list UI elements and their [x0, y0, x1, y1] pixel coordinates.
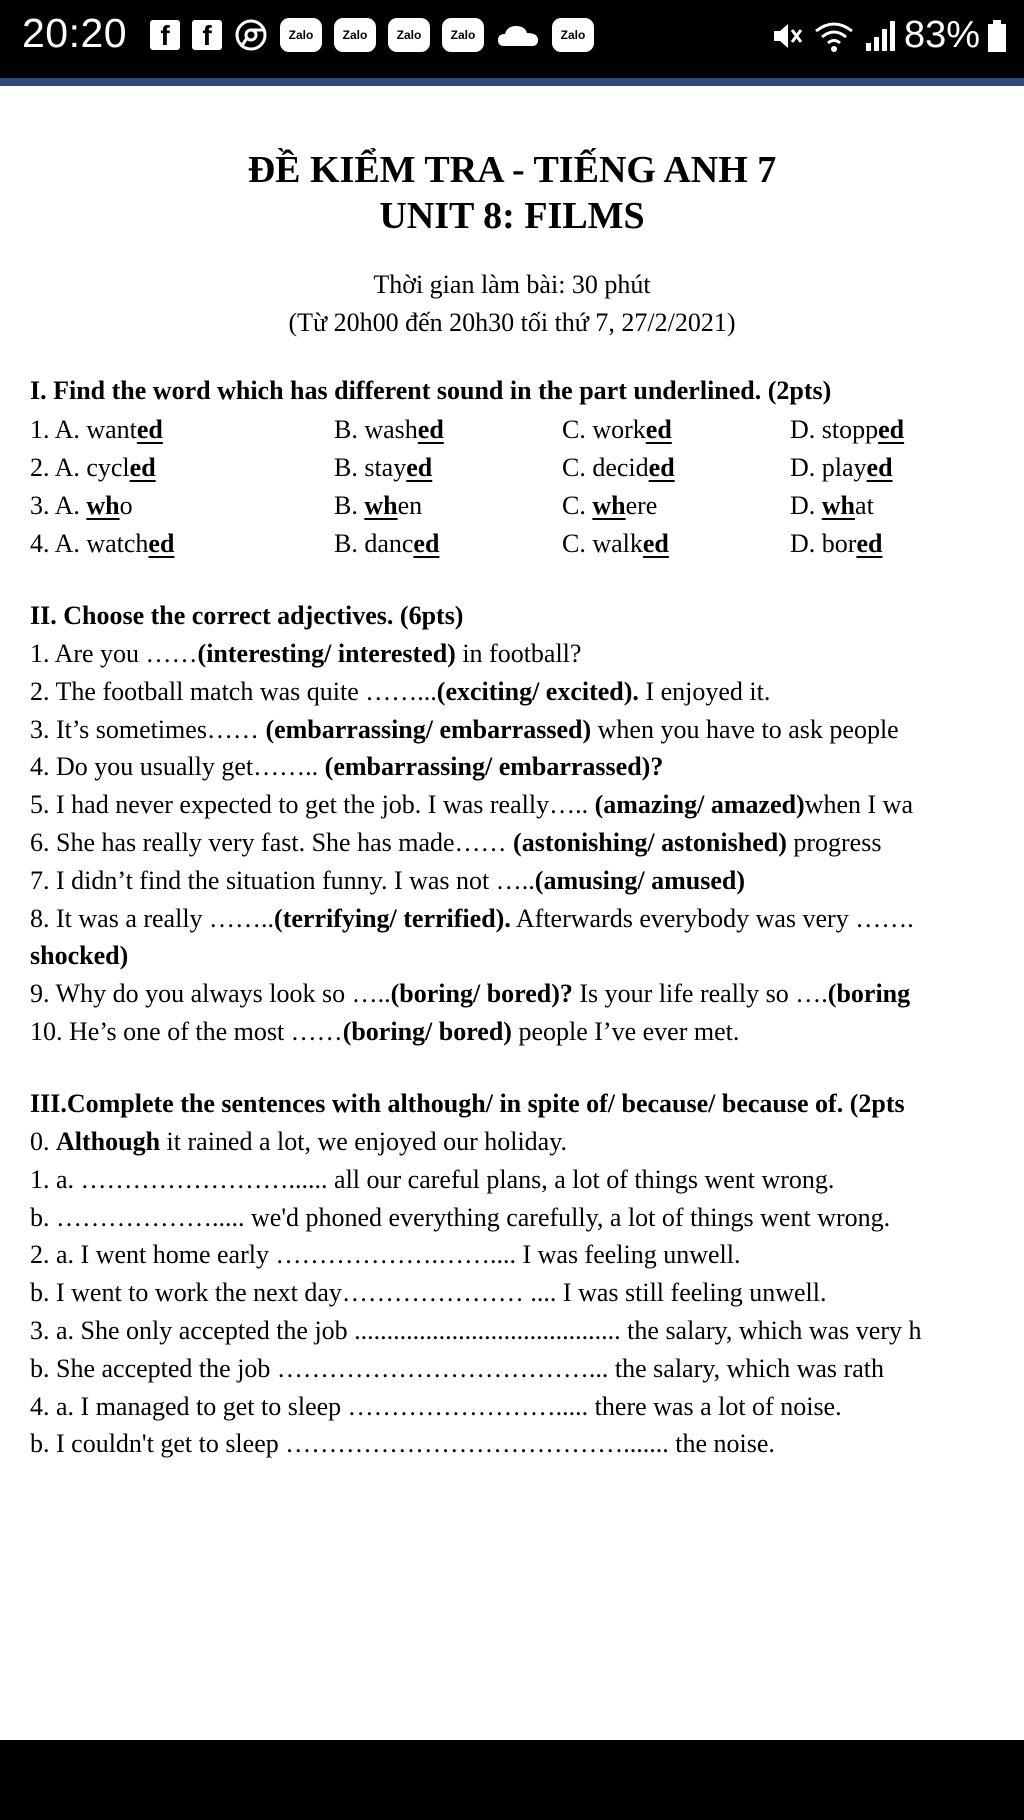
underlined-part: ed — [648, 453, 675, 482]
text-run: 1. a. ……………………...... all our careful plans, a lot of things went wrong. — [30, 1164, 835, 1194]
app-accent-bar — [0, 78, 1024, 86]
exercise-line — [30, 1161, 834, 1199]
answer-option — [790, 487, 874, 525]
question-row — [30, 487, 1010, 525]
bold-text: (amusing/ amused) — [534, 865, 745, 895]
text-run: 7. I didn’t find the situation funny. I was not ….. — [30, 865, 535, 895]
underlined-part: ed — [413, 529, 440, 558]
text-run: in football? — [455, 639, 582, 668]
text-run: when you have to ask people — [591, 714, 899, 744]
zalo-icon: Zalo — [388, 18, 430, 52]
clock: 20:20 — [22, 10, 128, 56]
text-run: Afterwards everybody was very ……. — [510, 903, 914, 933]
answer-option — [790, 525, 882, 563]
bold-text: Although — [56, 1127, 161, 1156]
section1-heading: I. Find the word which has different sound in the part underlined. (2pts) — [30, 376, 832, 405]
question-row — [30, 525, 1010, 563]
zalo-icon: Zalo — [442, 18, 484, 52]
option-text: D. — [790, 491, 822, 520]
date-info: (Từ 20h00 đến 20h30 tối thứ 7, 27/2/2021) — [288, 308, 736, 337]
underlined-part: ed — [642, 529, 669, 558]
facebook-icon: f — [192, 20, 222, 50]
text-run: progress — [786, 828, 882, 857]
chrome-icon — [234, 18, 268, 52]
text-run: 4. Do you usually get…….. — [30, 752, 325, 782]
underlined-part: ed — [129, 453, 156, 482]
exercise-line — [30, 975, 910, 1013]
exercise-line — [30, 1199, 890, 1237]
exercise-line — [30, 1312, 922, 1350]
underlined-part: wh — [86, 491, 120, 520]
answer-option — [334, 525, 439, 563]
exercise-line — [30, 824, 881, 862]
exercise-line — [30, 1274, 826, 1312]
facebook-icon: f — [150, 20, 180, 50]
exercise-line — [30, 711, 899, 749]
option-text: at — [855, 491, 874, 520]
battery-icon — [988, 20, 1006, 52]
bold-text: (embarrassing/ embarrassed)? — [324, 752, 664, 782]
notification-icons — [150, 18, 606, 52]
text-run: 9. Why do you always look so ….. — [30, 979, 391, 1009]
underlined-part: ed — [417, 415, 444, 444]
navigation-bar — [0, 1740, 1024, 1820]
text-run: 2. The football match was quite ……... — [30, 676, 437, 706]
question-row — [30, 411, 1010, 449]
text-run: when I wa — [804, 790, 913, 820]
option-text: 2. A. cycl — [30, 453, 130, 482]
text-run: 3. a. She only accepted the job ......................................... the salary, which was very h — [30, 1316, 922, 1345]
underlined-part: ed — [878, 415, 905, 444]
exercise-line — [30, 937, 128, 975]
text-run: Is your life really so …. — [572, 979, 828, 1009]
signal-icon — [864, 19, 896, 53]
bold-text: (astonishing/ astonished) — [513, 828, 787, 857]
option-text: en — [397, 491, 423, 520]
underlined-part: ed — [866, 453, 893, 482]
zalo-icon: Zalo — [552, 18, 594, 52]
underlined-part: wh — [821, 491, 856, 520]
option-text: ere — [625, 491, 658, 520]
option-text: B. wash — [334, 415, 418, 444]
option-text: C. decid — [562, 453, 649, 482]
zalo-icon: Zalo — [334, 18, 376, 52]
bold-text: (interesting/ interested) — [197, 639, 456, 668]
mute-icon — [770, 19, 804, 53]
battery-percent: 83% — [903, 14, 980, 56]
exercise-line — [30, 900, 914, 938]
title-line-1: ĐỀ KIỂM TRA - TIẾNG ANH 7 — [247, 149, 777, 191]
system-icons — [762, 14, 1006, 57]
answer-option — [30, 411, 163, 449]
text-run: b. I went to work the next day………………… .... I was still feeling unwell. — [30, 1278, 827, 1308]
exercise-line — [30, 786, 913, 824]
option-text: C. walk — [562, 529, 643, 558]
text-run: 8. It was a really …….. — [30, 903, 275, 933]
answer-option — [334, 487, 422, 525]
underlined-part: ed — [645, 415, 672, 444]
option-text: D. play — [790, 453, 867, 482]
exercise-line — [30, 1425, 775, 1463]
text-run: I enjoyed it. — [638, 676, 771, 706]
option-text: C. — [562, 491, 593, 520]
question-row — [30, 449, 1010, 487]
option-text: B. danc — [334, 529, 414, 558]
text-run: 0. — [30, 1127, 56, 1156]
option-text: 3. A. — [30, 491, 87, 520]
exercise-line — [30, 635, 581, 673]
underlined-part: ed — [148, 529, 175, 558]
exercise-line — [30, 1388, 842, 1426]
exercise-line — [30, 748, 663, 786]
section2-heading: II. Choose the correct adjectives. (6pts) — [30, 601, 464, 630]
text-run: 5. I had never expected to get the job. I was really….. — [30, 790, 595, 820]
underlined-part: ed — [136, 415, 163, 444]
text-run: 3. It’s sometimes…… — [30, 714, 266, 744]
exercise-line — [30, 1123, 567, 1161]
bold-text: (terrifying/ terrified). — [274, 903, 511, 933]
answer-option — [562, 525, 669, 563]
answer-option — [562, 411, 672, 449]
underlined-part: ed — [406, 453, 433, 482]
text-run: people I’ve ever met. — [511, 1017, 740, 1046]
answer-option — [30, 525, 174, 563]
option-text: B. stay — [334, 453, 407, 482]
answer-option — [790, 449, 893, 487]
underlined-part: wh — [592, 491, 626, 520]
cloud-icon — [496, 20, 540, 50]
wifi-icon — [812, 19, 856, 53]
text-run: b. She accepted the job ………………………………... the salary, which was rath — [30, 1353, 884, 1383]
bold-text: (boring/ bored) — [342, 1017, 512, 1046]
option-text: D. bor — [790, 529, 857, 558]
underlined-part: wh — [364, 491, 398, 520]
option-text: 1. A. want — [30, 415, 137, 444]
status-bar — [0, 0, 1024, 78]
bold-text: (amazing/ amazed) — [594, 790, 805, 820]
option-text: C. work — [562, 415, 646, 444]
bold-text: (boring/ bored)? — [390, 979, 573, 1009]
zalo-icon: Zalo — [280, 18, 322, 52]
text-run: 4. a. I managed to get to sleep ……………………..... there was a lot of noise. — [30, 1391, 842, 1421]
option-text: B. — [334, 491, 365, 520]
exercise-line — [30, 1236, 741, 1274]
text-run: it rained a lot, we enjoyed our holiday. — [160, 1127, 568, 1156]
text-run: 6. She has really very fast. She has made…… — [30, 828, 514, 857]
exercise-line — [30, 862, 745, 900]
option-text: o — [119, 491, 133, 520]
text-run: 2. a. I went home early ……………….…….... I was feeling unwell. — [30, 1240, 741, 1270]
answer-option — [562, 487, 657, 525]
text-run: b. ………………..... we'd phoned everything carefully, a lot of things went wrong. — [30, 1202, 891, 1232]
exercise-line — [30, 1350, 884, 1388]
document-page[interactable] — [0, 86, 1024, 1740]
option-text: 4. A. watch — [30, 529, 149, 558]
text-run: 10. He’s one of the most …… — [30, 1017, 343, 1046]
bold-text: (embarrassing/ embarrassed) — [265, 714, 592, 744]
answer-option — [334, 449, 432, 487]
answer-option — [30, 487, 133, 525]
text-run: 1. Are you …… — [30, 639, 198, 668]
answer-option — [30, 449, 156, 487]
option-text: D. stopp — [790, 415, 879, 444]
bold-text: (exciting/ excited). — [436, 676, 639, 706]
title-line-2: UNIT 8: FILMS — [379, 195, 645, 237]
text-run: b. I couldn't get to sleep …………………………………....... the noise. — [30, 1429, 775, 1459]
underlined-part: ed — [856, 529, 883, 558]
time-info: Thời gian làm bài: 30 phút — [373, 270, 651, 299]
section3-heading: III.Complete the sentences with although/ in spite of/ because/ because of. (2pts — [30, 1089, 905, 1118]
bold-text: (boring — [827, 979, 911, 1009]
answer-option — [562, 449, 675, 487]
exercise-line — [30, 1013, 739, 1051]
answer-option — [790, 411, 904, 449]
exercise-line — [30, 673, 770, 711]
bold-text: shocked) — [30, 941, 129, 971]
answer-option — [334, 411, 444, 449]
